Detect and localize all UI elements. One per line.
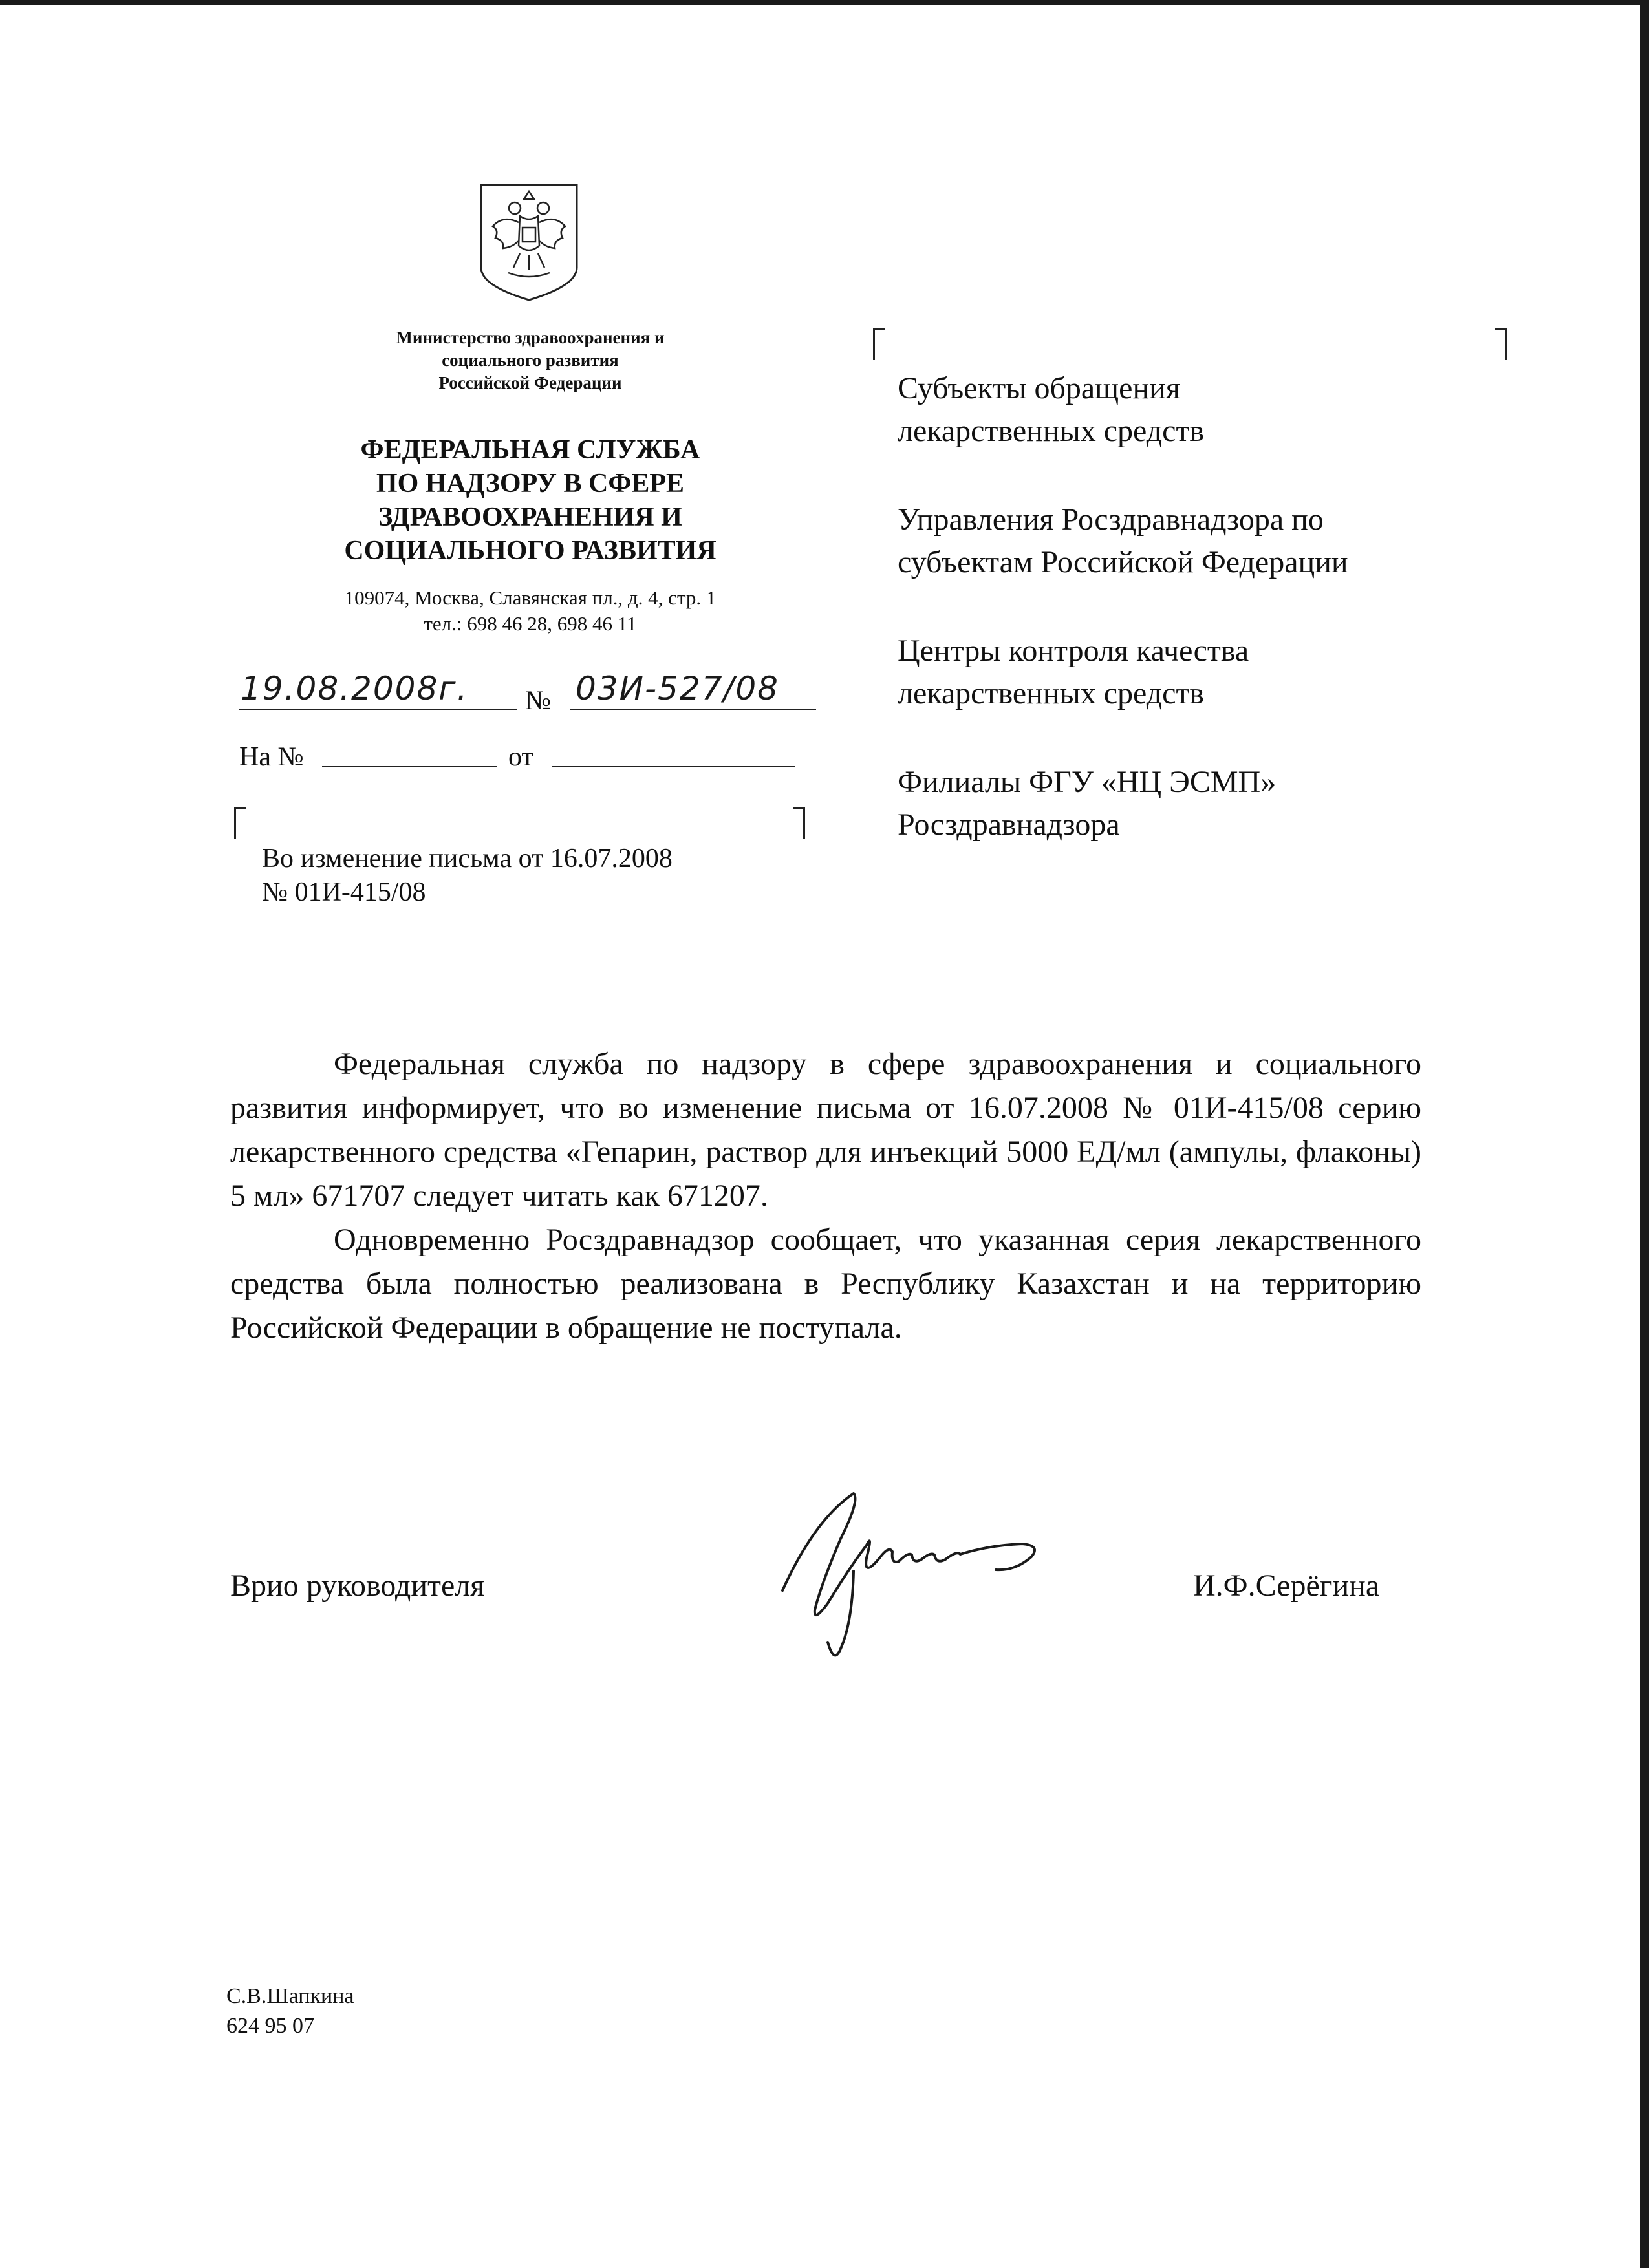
service-address	[259, 585, 802, 637]
recipient-line: лекарственных средств	[898, 414, 1205, 448]
scan-border-right	[1640, 0, 1649, 2268]
reference-number-blank	[322, 765, 497, 767]
recipient-item	[898, 498, 1531, 584]
scan-border-top	[0, 0, 1649, 5]
subject-line: Во изменение письма от 16.07.2008	[262, 844, 673, 873]
recipient-corner-right	[1495, 328, 1507, 360]
letter-subject	[262, 842, 792, 909]
recipient-item	[898, 630, 1531, 715]
service-line: ФЕДЕРАЛЬНАЯ СЛУЖБА	[360, 435, 700, 465]
letter-date: 19.08.2008г.	[241, 670, 469, 707]
recipient-item	[898, 761, 1531, 846]
executor-phone: 624 95 07	[226, 2014, 314, 2038]
recipient-item	[898, 367, 1531, 453]
letter-date-field	[239, 670, 517, 710]
handwritten-signature	[776, 1481, 1112, 1668]
letter-body	[230, 1042, 1421, 1350]
recipient-line: Управления Росздравнадзора по	[898, 502, 1324, 537]
recipient-line: субъектам Российской Федерации	[898, 545, 1348, 579]
number-sign: №	[525, 686, 552, 716]
reference-from-label: от	[508, 742, 534, 772]
signatory-name: И.Ф.Серёгина	[1193, 1568, 1380, 1603]
ministry-line: Министерство здравоохранения и	[396, 328, 665, 347]
subject-corner-right	[793, 807, 805, 839]
phone-line: тел.: 698 46 28, 698 46 11	[424, 612, 637, 635]
executor-block	[226, 1982, 354, 2041]
service-line: ПО НАДЗОРУ В СФЕРЕ	[376, 469, 685, 498]
letter-number-field	[570, 670, 816, 710]
reference-date-blank	[552, 765, 795, 767]
coat-of-arms-icon	[477, 182, 581, 303]
service-line: ЗДРАВООХРАНЕНИЯ И	[378, 502, 682, 532]
recipient-corner-left	[873, 328, 885, 360]
recipient-line: Центры контроля качества	[898, 634, 1249, 668]
body-paragraph: Федеральная служба по надзору в сфере здравоохранения и социального развития информирует, что во изменение письма от 16.07.2008 № 01И-415/08 серию лекарственного средства «Гепарин, раствор для инъекций 5000 ЕД/мл (ампулы, флаконы) 5 мл» 671707 следует читать как 671207.	[230, 1047, 1421, 1213]
ministry-name	[285, 326, 776, 394]
ministry-line: социального развития	[442, 350, 619, 370]
reference-label: На №	[239, 742, 304, 772]
body-paragraph: Одновременно Росздравнадзор сообщает, что указанная серия лекарственного средства была полностью реализована в Республику Казахстан и на территорию Российской Федерации в обращение не поступала.	[230, 1223, 1421, 1345]
service-name	[259, 433, 802, 568]
recipient-line: лекарственных средств	[898, 676, 1205, 711]
recipient-line: Росздравнадзора	[898, 808, 1120, 842]
service-line: СОЦИАЛЬНОГО РАЗВИТИЯ	[344, 536, 717, 566]
ministry-line: Российской Федерации	[438, 373, 622, 392]
reference-row	[239, 734, 795, 773]
signatory-title: Врио руководителя	[230, 1568, 485, 1603]
subject-corner-left	[234, 807, 246, 839]
recipient-line: Субъекты обращения	[898, 371, 1180, 405]
registration-row	[239, 670, 834, 716]
address-line: 109074, Москва, Славянская пл., д. 4, стр. 1	[344, 586, 717, 609]
subject-line: № 01И-415/08	[262, 877, 426, 907]
executor-name: С.В.Шапкина	[226, 1984, 354, 2008]
recipient-line: Филиалы ФГУ «НЦ ЭСМП»	[898, 765, 1277, 799]
recipients-block	[898, 367, 1531, 892]
letter-number: 03И-527/08	[576, 670, 779, 707]
